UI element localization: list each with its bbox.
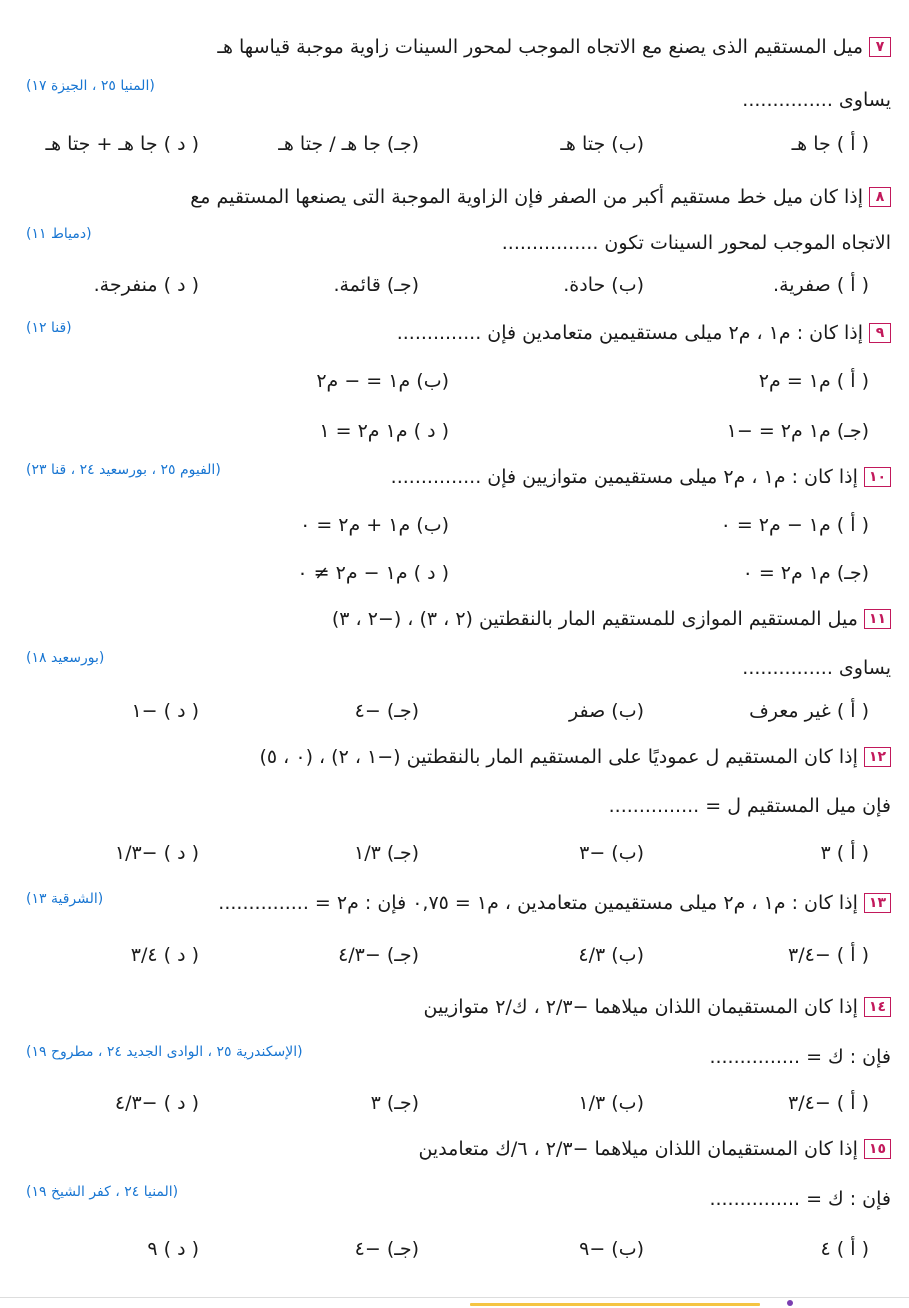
q13-options bbox=[20, 940, 889, 972]
q9-option-b[interactable]: (ب) م١ = − م٢ bbox=[316, 370, 449, 392]
q11-option-a[interactable]: ( أ ) غير معرف bbox=[749, 700, 869, 722]
q10-option-d[interactable]: ( د ) م١ − م٢ ≠ ٠ bbox=[297, 562, 449, 584]
q12-options bbox=[20, 838, 889, 870]
q8-option-c[interactable]: (جـ) قائمة. bbox=[333, 274, 419, 296]
q13-number: ١٣ bbox=[864, 893, 891, 913]
q14-stem: ١٤إذا كان المستقيمان اللذان ميلاهما −٢/٣ ، ك/٢ متوازيين bbox=[424, 994, 891, 1020]
q10-stem: ١٠إذا كان : م١ ، م٢ ميلى مستقيمين متوازيين فإن ............... bbox=[391, 464, 891, 490]
q7-option-a[interactable]: ( أ ) جا هـ bbox=[791, 133, 869, 155]
q14-stem-2: فإن : ك = ............... bbox=[709, 1046, 891, 1068]
q15-stem: ١٥إذا كان المستقيمان اللذان ميلاهما −٢/٣ ، ٦/ك متعامدين bbox=[418, 1136, 891, 1162]
q11-stem-2: يساوى ............... bbox=[742, 657, 891, 679]
q7-stem-2: يساوى ............... bbox=[742, 89, 891, 111]
q7-option-c[interactable]: (جـ) جا هـ / جتا هـ bbox=[278, 133, 419, 155]
q8-source: (دمياط ١١) bbox=[26, 226, 92, 242]
q11-option-b[interactable]: (ب) صفر bbox=[569, 700, 644, 722]
q8-option-a[interactable]: ( أ ) صفرية. bbox=[773, 274, 869, 296]
q15-stem-2: فإن : ك = ............... bbox=[709, 1188, 891, 1210]
q15-source: (المنيا ٢٤ ، كفر الشيخ ١٩) bbox=[26, 1184, 179, 1200]
q10-option-a[interactable]: ( أ ) م١ − م٢ = ٠ bbox=[720, 514, 869, 536]
q11-option-c[interactable]: (جـ) −٤ bbox=[354, 700, 419, 722]
q8-stem: ٨إذا كان ميل خط مستقيم أكبر من الصفر فإن الزاوية الموجبة التى يصنعها المستقيم مع bbox=[190, 184, 891, 210]
q10-option-c[interactable]: (جـ) م١ م٢ = ٠ bbox=[742, 562, 869, 584]
q15-option-c[interactable]: (جـ) −٤ bbox=[354, 1238, 419, 1260]
q10-options-row1 bbox=[20, 510, 889, 542]
q12-option-b[interactable]: (ب) −٣ bbox=[579, 842, 644, 864]
q15-option-a[interactable]: ( أ ) ٤ bbox=[820, 1238, 869, 1260]
footer-divider bbox=[0, 1297, 909, 1298]
q15-options bbox=[20, 1234, 889, 1266]
q13-option-c[interactable]: (جـ) −٤/٣ bbox=[338, 944, 419, 966]
q8-option-b[interactable]: (ب) حادة. bbox=[563, 274, 644, 296]
q14-option-d[interactable]: ( د ) −٤/٣ bbox=[114, 1092, 199, 1114]
q15-number: ١٥ bbox=[864, 1139, 891, 1159]
q11-source: (بورسعيد ١٨) bbox=[26, 650, 105, 666]
q10-source: (الفيوم ٢٥ ، بورسعيد ٢٤ ، قنا ٢٣) bbox=[26, 462, 221, 478]
q15-option-d[interactable]: ( د ) ٩ bbox=[147, 1238, 199, 1260]
q13-option-a[interactable]: ( أ ) −٣/٤ bbox=[788, 944, 869, 966]
q7-number: ٧ bbox=[869, 37, 891, 57]
q9-option-d[interactable]: ( د ) م١ م٢ = ١ bbox=[319, 420, 449, 442]
q11-option-d[interactable]: ( د ) −١ bbox=[131, 700, 199, 722]
q10-number: ١٠ bbox=[864, 467, 891, 487]
q14-option-b[interactable]: (ب) ١/٣ bbox=[578, 1092, 644, 1114]
q7-stem: ٧ميل المستقيم الذى يصنع مع الاتجاه الموجب لمحور السينات زاوية موجبة قياسها هـ bbox=[217, 34, 891, 60]
q14-options bbox=[20, 1088, 889, 1120]
q14-number: ١٤ bbox=[864, 997, 891, 1017]
q9-option-a[interactable]: ( أ ) م١ = م٢ bbox=[758, 370, 869, 392]
q12-stem-2: فإن ميل المستقيم ل = ............... bbox=[608, 795, 891, 817]
q11-number: ١١ bbox=[864, 609, 891, 629]
footer-decoration bbox=[0, 1299, 909, 1308]
q7-source: (المنيا ٢٥ ، الجيزة ١٧) bbox=[26, 78, 155, 94]
q7-option-b[interactable]: (ب) جتا هـ bbox=[560, 133, 644, 155]
q9-number: ٩ bbox=[869, 323, 891, 343]
q8-stem-2: الاتجاه الموجب لمحور السينات تكون ................ bbox=[501, 232, 891, 254]
q9-source: (قنا ١٢) bbox=[26, 320, 72, 336]
q9-options-row2 bbox=[20, 416, 889, 448]
q12-option-d[interactable]: ( د ) −١/٣ bbox=[114, 842, 199, 864]
q8-options bbox=[20, 270, 889, 302]
q8-number: ٨ bbox=[869, 187, 891, 207]
q13-option-d[interactable]: ( د ) ٣/٤ bbox=[130, 944, 199, 966]
q14-option-c[interactable]: (جـ) ٣ bbox=[370, 1092, 419, 1114]
q7-options bbox=[20, 129, 889, 161]
q9-options-row1 bbox=[20, 366, 889, 398]
q13-stem: ١٣إذا كان : م١ ، م٢ ميلى مستقيمين متعامدين ، م١ = ٠,٧٥ فإن : م٢ = ............... bbox=[218, 890, 891, 916]
q13-source: (الشرقية ١٣) bbox=[26, 891, 104, 907]
q12-option-c[interactable]: (جـ) ١/٣ bbox=[354, 842, 419, 864]
q12-option-a[interactable]: ( أ ) ٣ bbox=[820, 842, 869, 864]
q11-options bbox=[20, 696, 889, 728]
q14-option-a[interactable]: ( أ ) −٣/٤ bbox=[788, 1092, 869, 1114]
q7-option-d[interactable]: ( د ) جا هـ + جتا هـ bbox=[45, 133, 199, 155]
q10-options-row2 bbox=[20, 558, 889, 590]
q9-option-c[interactable]: (جـ) م١ م٢ = −١ bbox=[726, 420, 869, 442]
q14-source: (الإسكندرية ٢٥ ، الوادى الجديد ٢٤ ، مطروح ١٩) bbox=[26, 1044, 303, 1060]
q12-stem: ١٢إذا كان المستقيم ل عموديًا على المستقيم المار بالنقطتين (−١ ، ٢) ، (٠ ، ٥) bbox=[259, 744, 891, 770]
q15-option-b[interactable]: (ب) −٩ bbox=[579, 1238, 644, 1260]
q12-number: ١٢ bbox=[864, 747, 891, 767]
q9-stem: ٩إذا كان : م١ ، م٢ ميلى مستقيمين متعامدين فإن .............. bbox=[397, 320, 891, 346]
q13-option-b[interactable]: (ب) ٤/٣ bbox=[578, 944, 644, 966]
q10-option-b[interactable]: (ب) م١ + م٢ = ٠ bbox=[300, 514, 449, 536]
q11-stem: ١١ميل المستقيم الموازى للمستقيم المار بالنقطتين (٢ ، ٣) ، (−٢ ، ٣) bbox=[332, 606, 891, 632]
q8-option-d[interactable]: ( د ) منفرجة. bbox=[93, 274, 199, 296]
